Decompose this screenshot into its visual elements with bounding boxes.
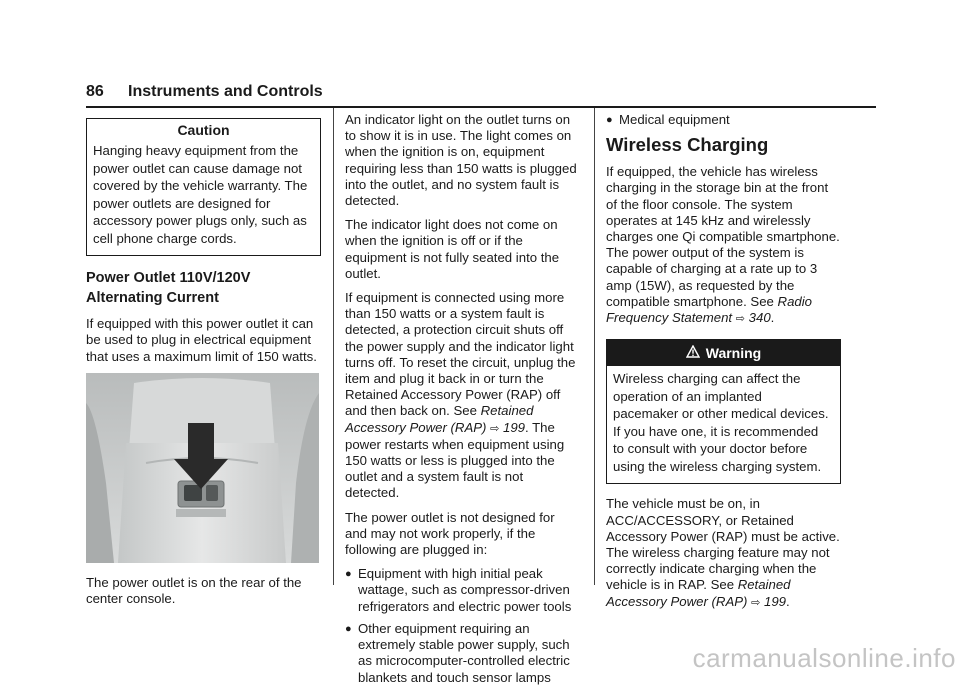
rap-page-ref[interactable]: 199 <box>764 593 787 609</box>
column-right <box>606 112 841 619</box>
radio-frequency-link[interactable]: Radio Frequency Statement <box>606 293 813 326</box>
page-ref-arrow-icon: ⇨ <box>735 313 745 326</box>
caution-title: Caution <box>177 122 230 138</box>
equipment-list <box>345 566 580 685</box>
column-left <box>86 112 321 615</box>
caution-body: Hanging heavy equipment from the power outlet can cause damage not covered by the vehicle warranty. The power outlets are designed for accessory power plugs only, such as cell phone charge cords. <box>93 143 308 246</box>
photo-caption: The power outlet is on the rear of the center console. <box>86 574 302 607</box>
column-middle <box>345 112 580 692</box>
warning-title: Warning <box>705 345 762 362</box>
protection-paragraph: If equipment is connected using more than 150 watts or a system fault is detected, a protection circuit shuts off the power supply and the indicator light turns off. To reset the circuit, unplug the item and plug it back in or turn the Retained Accessory Power (RAP) off and then back on. See Retained Accessory Power (RAP) ⇨ 199. The power restarts when equipment using 150 watts or less is plugged into the outlet and a system fault is not detected. <box>345 290 576 501</box>
section-title: Instruments and Controls <box>128 83 323 100</box>
equipment-list-continued <box>606 112 841 128</box>
rap-link[interactable]: Retained Accessory Power (RAP) <box>345 403 534 435</box>
list-item: ● Medical equipment <box>606 112 730 127</box>
list-item: ● Other equipment requiring an extremely stable power supply, such as microcomputer-controlled electric blankets and touch sensor lamps <box>345 620 570 685</box>
warning-body: Wireless charging can affect the operation of an implanted pacemaker or other medical devices. If you have one, it is recommended to consult with your doctor before using the wireless charging system. <box>613 371 829 474</box>
header-rule <box>86 106 876 108</box>
indicator-paragraph: An indicator light on the outlet turns on to show it is in use. The light comes on when the ignition is on, equipment requiring less than 150 watts is plugged into the outlet, and no system fault is detected. <box>345 112 577 209</box>
wireless-charging-heading: Wireless Charging <box>606 134 769 156</box>
warning-box <box>606 339 841 484</box>
warning-triangle-icon <box>686 345 700 361</box>
console-outlet-photo <box>86 373 319 563</box>
bullet-icon: ● <box>345 568 352 581</box>
rap-page-ref[interactable]: 199 <box>503 419 526 435</box>
outlet-intro: If equipped with this power outlet it can be used to plug in electrical equipment that uses a maximum limit of 150 watts. <box>86 316 317 364</box>
bullet-icon: ● <box>345 622 352 635</box>
watermark: carmanualsonline.info <box>692 643 956 673</box>
warning-header <box>607 340 840 366</box>
page-ref-arrow-icon: ⇨ <box>490 422 500 435</box>
indicator-off-paragraph: The indicator light does not come on when the ignition is off or if the equipment is not fully seated into the outlet. <box>345 217 560 281</box>
console-photo-illustration <box>86 373 319 563</box>
not-designed-paragraph: The power outlet is not designed for and may not work properly, if the following are plugged in: <box>345 509 555 558</box>
column-divider <box>594 108 595 585</box>
page-number: 86 <box>86 83 104 100</box>
rap-link[interactable]: Retained Accessory Power (RAP) <box>606 577 791 609</box>
column-divider <box>333 108 334 585</box>
caution-box <box>86 118 321 256</box>
bullet-icon: ● <box>606 114 613 126</box>
page-header <box>86 83 876 107</box>
radio-frequency-page-ref[interactable]: 340 <box>748 310 771 326</box>
wireless-paragraph: If equipped, the vehicle has wireless charging in the storage bin at the front of the floor console. The system operates at 145 kHz and wirelessly charges one Qi compatible smartphone. The power output of the system is capable of charging at a rate up to 3 amp (15W), as requested by the compatible smartphone. See Radio Frequency Statement ⇨ 340. <box>606 164 840 326</box>
outlet-heading: Power Outlet 110V/120V Alternating Current <box>86 270 251 307</box>
page-ref-arrow-icon: ⇨ <box>751 596 761 609</box>
list-item: ● Equipment with high initial peak wattage, such as compressor-driven refrigerators and electric power tools <box>345 566 572 614</box>
vehicle-on-paragraph: The vehicle must be on, in ACC/ACCESSORY, or Retained Accessory Power (RAP) must be active. The wireless charging feature may not correctly indicate charging when the vehicle is in RAP. See Retained Accessory Power (RAP) ⇨ 199. <box>606 496 840 609</box>
